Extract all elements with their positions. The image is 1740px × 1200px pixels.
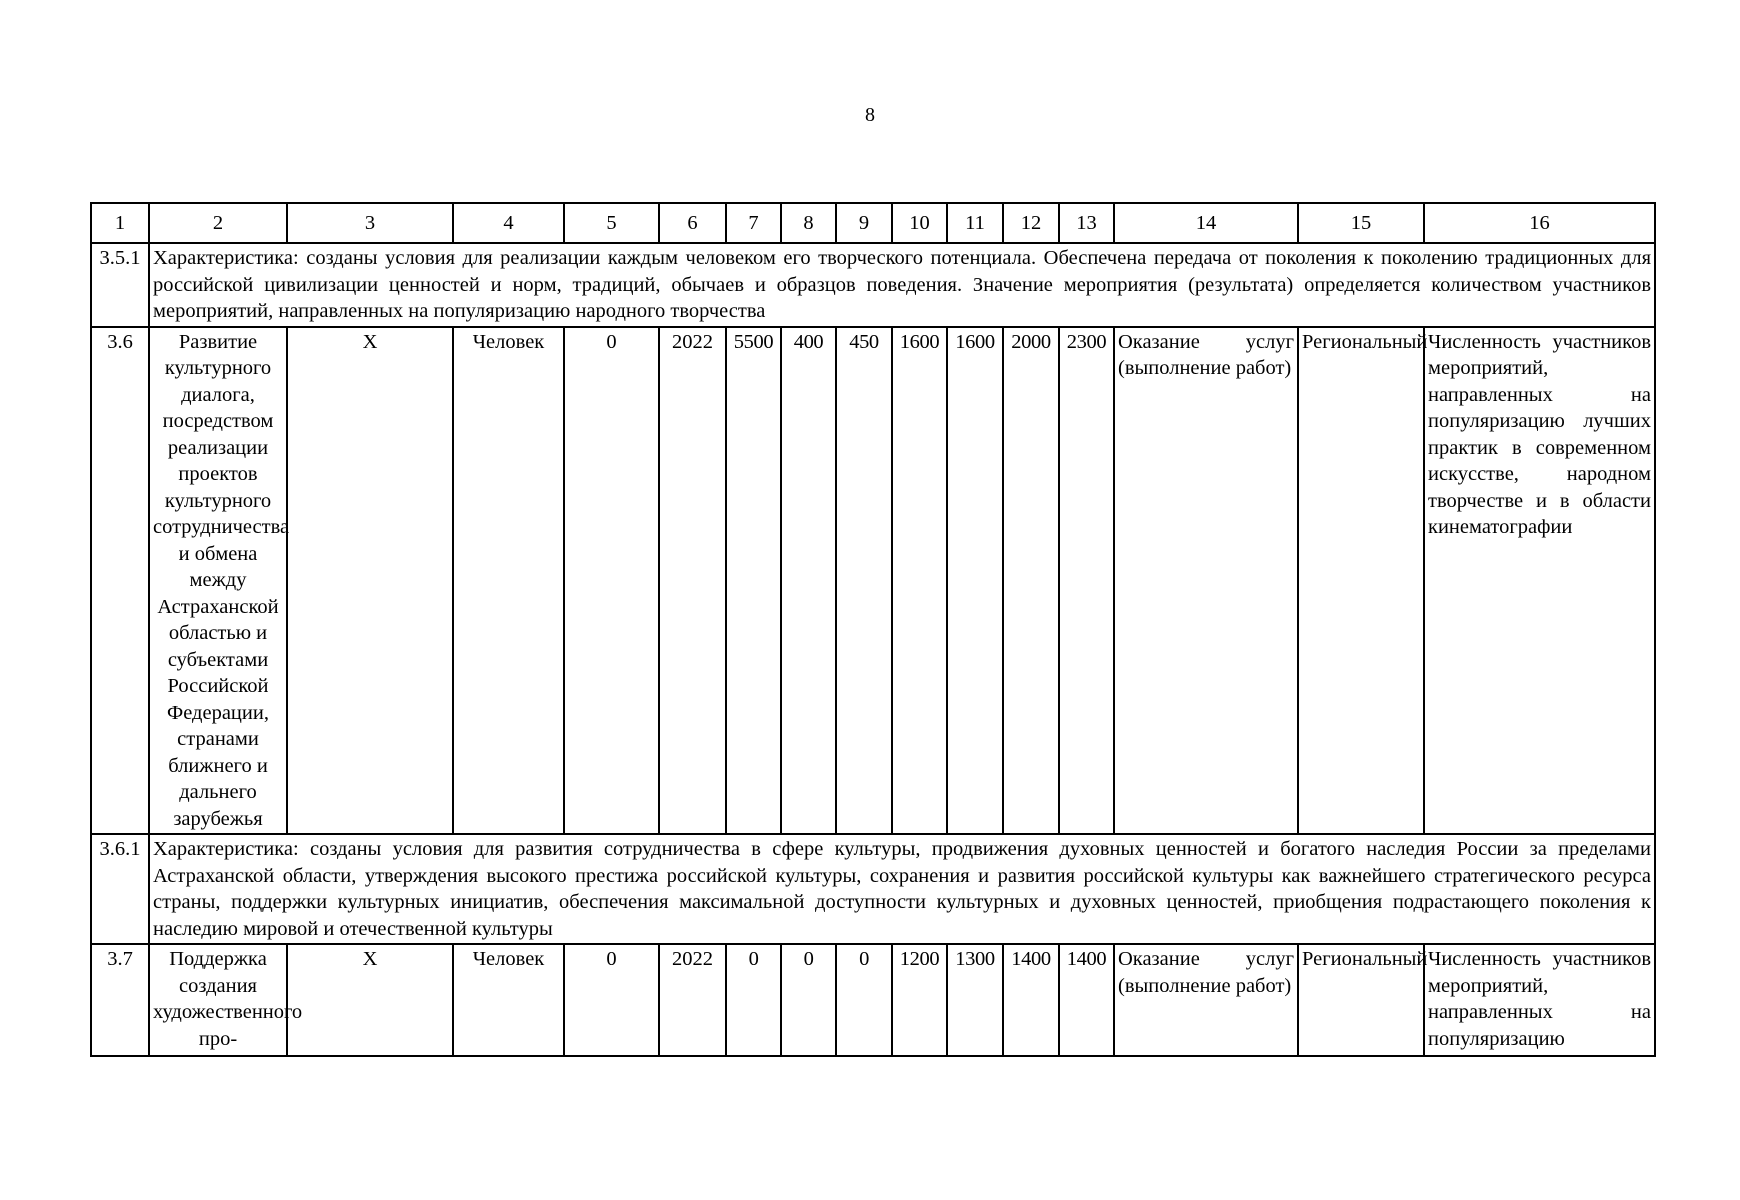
measure-col3: X — [287, 944, 453, 1056]
measure-base-year: 2022 — [659, 944, 726, 1056]
column-number-cell: 14 — [1114, 203, 1298, 243]
measure-base-value: 0 — [564, 944, 659, 1056]
measure-level: Региональный — [1298, 327, 1424, 835]
column-number-cell: 7 — [726, 203, 781, 243]
measure-value-12: 1400 — [1003, 944, 1059, 1056]
measure-value-7: 0 — [726, 944, 781, 1056]
characteristic-text: Характеристика: созданы условия для развития сотрудничества в сфере культуры, продвижения духовных ценностей и богатого наследия России за пределами Астраханской области, утверждения высокого престижа российской культуры, сохранения и развития российской культуры как важнейшего стратегического ресурса страны, поддержки культурных инициатив, обеспечения максимальной доступности культурных и духовных ценностей, приобщения подрастающего поколения к наследию мировой и отечественной культуры — [149, 834, 1655, 944]
row-code: 3.7 — [91, 944, 149, 1056]
measure-unit: Человек — [453, 944, 564, 1056]
measure-col3: X — [287, 327, 453, 835]
measure-value-11: 1600 — [947, 327, 1003, 835]
measure-value-8: 0 — [781, 944, 836, 1056]
column-number-cell: 16 — [1424, 203, 1655, 243]
column-number-row — [91, 203, 1655, 243]
measure-name: Поддержка создания художественного про- — [149, 944, 287, 1056]
measure-value-10: 1200 — [892, 944, 947, 1056]
column-number-cell: 11 — [947, 203, 1003, 243]
column-number-cell: 4 — [453, 203, 564, 243]
column-number-cell: 10 — [892, 203, 947, 243]
measure-value-13: 2300 — [1059, 327, 1114, 835]
measure-type: Оказание услуг (выполнение работ) — [1114, 944, 1298, 1056]
column-number-cell: 9 — [836, 203, 892, 243]
measure-base-value: 0 — [564, 327, 659, 835]
measure-value-9: 0 — [836, 944, 892, 1056]
column-number-cell: 1 — [91, 203, 149, 243]
measure-name: Развитие культурного диалога, посредством реализации проектов культурного сотрудничества и обмена между Астраханской областью и субъектами Российской Федерации, странами ближнего и дальнего зарубежья — [149, 327, 287, 835]
column-number-cell: 5 — [564, 203, 659, 243]
measure-base-year: 2022 — [659, 327, 726, 835]
measure-value-9: 450 — [836, 327, 892, 835]
characteristic-row — [91, 834, 1655, 944]
measure-characteristic: Численность участников мероприятий, направленных на популяризацию — [1424, 944, 1655, 1056]
characteristic-text: Характеристика: созданы условия для реализации каждым человеком его творческого потенциала. Обеспечена передача от поколения к поколению традиционных для российской цивилизации ценностей и норм, традиций, обычаев и образцов поведения. Значение мероприятия (результата) определяется количеством участников мероприятий, направленных на популяризацию народного творчества — [149, 243, 1655, 327]
column-number-cell: 12 — [1003, 203, 1059, 243]
column-number-cell: 3 — [287, 203, 453, 243]
measure-value-8: 400 — [781, 327, 836, 835]
measure-type: Оказание услуг (выполнение работ) — [1114, 327, 1298, 835]
measure-value-7: 5500 — [726, 327, 781, 835]
measure-value-13: 1400 — [1059, 944, 1114, 1056]
measure-level: Региональный — [1298, 944, 1424, 1056]
measure-row — [91, 327, 1655, 835]
column-number-cell: 8 — [781, 203, 836, 243]
measure-value-11: 1300 — [947, 944, 1003, 1056]
row-code: 3.6.1 — [91, 834, 149, 944]
row-code: 3.6 — [91, 327, 149, 835]
column-number-cell: 6 — [659, 203, 726, 243]
row-code: 3.5.1 — [91, 243, 149, 327]
measure-value-12: 2000 — [1003, 327, 1059, 835]
column-number-cell: 15 — [1298, 203, 1424, 243]
measure-characteristic: Численность участников мероприятий, направленных на популяризацию лучших практик в современном искусстве, народном творчестве и в области кинематографии — [1424, 327, 1655, 835]
page-number: 8 — [865, 104, 875, 126]
measure-row — [91, 944, 1655, 1056]
characteristic-row — [91, 243, 1655, 327]
measure-unit: Человек — [453, 327, 564, 835]
measures-table — [90, 202, 1656, 1057]
column-number-cell: 13 — [1059, 203, 1114, 243]
column-number-cell: 2 — [149, 203, 287, 243]
measure-value-10: 1600 — [892, 327, 947, 835]
